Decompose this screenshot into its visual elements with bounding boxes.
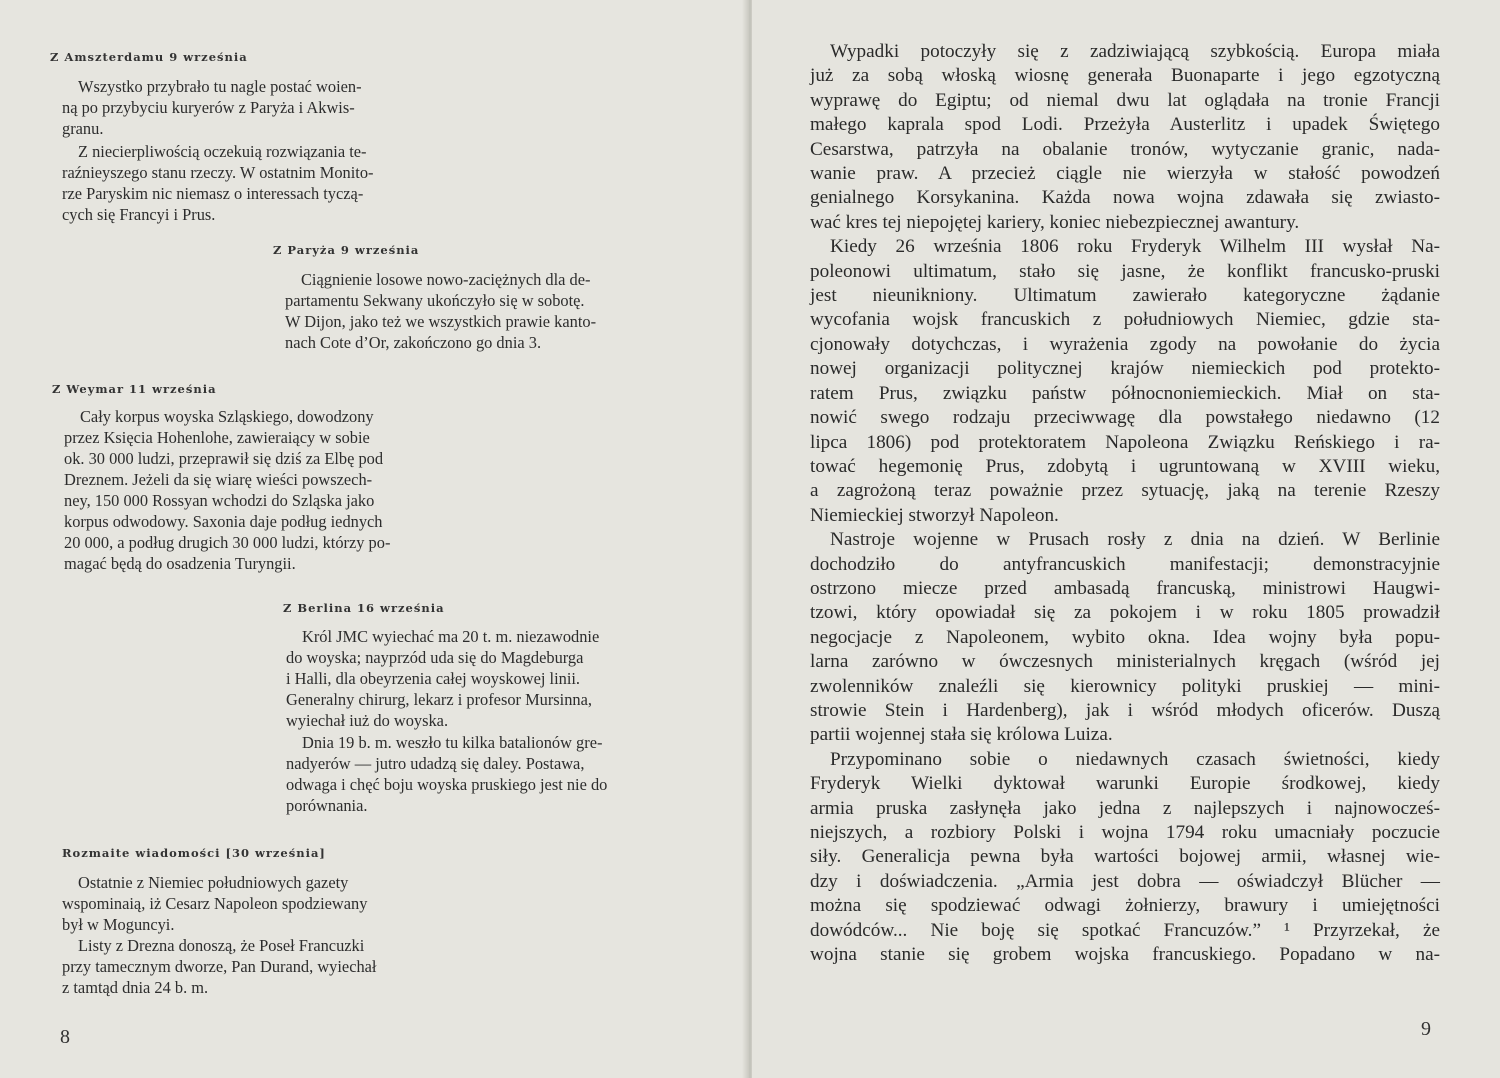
text-line: Generalny chirurg, lekarz i profesor Mursinna, <box>286 690 593 709</box>
paragraph <box>62 141 452 225</box>
text-line: raźnieyszego stanu rzeczy. W ostatnim Monito- <box>62 163 374 182</box>
text-line: armia pruska zasłynęła jako jedna z najlepszych i najnowocześ- <box>810 797 1440 819</box>
text-line: ney, 150 000 Rossyan wchodzi do Szląska jako <box>64 491 375 510</box>
text-line: wojna stanie się grobem wojska francuskiego. Popadano w na- <box>810 944 1440 966</box>
text-line: wanie praw. A przecież ciągle nie wierzyła w stałość powodzeń <box>810 163 1440 185</box>
text-line: nach Cote d’Or, zakończono go dnia 3. <box>285 333 542 352</box>
text-line: Wypadki potoczyły się z zadziwiającą szybkością. Europa miała <box>830 41 1440 62</box>
text-line: dochodziło do antyfrancuskich manifestacji; demonstracyjnie <box>810 553 1440 575</box>
text-line: ok. 30 000 ludzi, przeprawił się dziś za Elbę pod <box>64 449 384 468</box>
text-line: tzowi, który opowiadał się za pokojem i w roku 1805 prowadził <box>810 602 1440 624</box>
text-line: już za sobą włoską wiosnę generała Buonaparte i jego egzotyczną <box>810 65 1440 87</box>
text-line: korpus odwodowy. Saxonia daje podług iednych <box>64 512 383 531</box>
text-line: dzy i doświadczenia. „Armia jest dobra — oświadczył Blücher — <box>810 870 1440 892</box>
text-line: dowódców... Nie boję się spotkać Francuzów.” ¹ Przyrzekał, że <box>810 919 1440 941</box>
paragraph <box>64 406 459 574</box>
right-page <box>752 0 1500 1078</box>
paragraph <box>285 269 680 353</box>
section-heading-amszterdam: Z Amszterdamu 9 września <box>50 50 248 64</box>
paragraph <box>62 76 452 139</box>
text-line: partamentu Sekwany ukończyło się w sobotę. <box>285 291 585 310</box>
text-line: nadyerów — jutro udadzą się daley. Postawa, <box>286 754 585 773</box>
text-line: niejszych, a rozbiory Polski i wojna 1794 roku umacniały poczucie <box>810 822 1440 843</box>
text-line: granu. <box>62 119 104 138</box>
text-line: wać kres tej niepojętej kariery, koniec niebezpiecznej awantury. <box>810 211 1300 233</box>
text-line: przez Księcia Hohenlohe, zawieraiący w sobie <box>64 428 370 447</box>
text-line: był w Moguncyi. <box>62 915 175 934</box>
text-line: a zagrożoną teraz poważnie przez sytuację, jaką na terenie Rzeszy <box>810 480 1440 502</box>
text-line: Nastroje wojenne w Prusach rosły z dnia na dzień. W Berlinie <box>830 529 1440 551</box>
section-heading-rozmaite: Rozmaite wiadomości [30 września] <box>62 846 326 860</box>
text-line: można się spodziewać odwagi żołnierzy, brawury i umiejętności <box>810 895 1440 917</box>
text-line: małego kaprala spod Lodi. Przeżyła Austerlitz i upadek Świętego <box>810 114 1440 136</box>
text-line: strowie Stein i Hardenberg), jak i wśród młodych oficerów. Duszą <box>810 699 1440 721</box>
paragraph <box>62 872 457 935</box>
text-line: Wszystko przybrało tu nagle postać woien- <box>78 77 362 96</box>
text-line: lipca 1806) pod protektoratem Napoleona Związku Reńskiego i ra- <box>810 431 1440 453</box>
text-line: wycofania wojsk francuskich z południowych Niemiec, gdzie sta- <box>810 309 1440 331</box>
text-line: Cesarstwa, patrzyła na obalanie tronów, wytyczanie granic, nada- <box>810 138 1440 160</box>
section-heading-berlin: Z Berlina 16 września <box>283 601 445 615</box>
text-line: cjonowały dotychczas, i wyrażenia zgody na powołanie do życia <box>810 333 1440 355</box>
text-line: nowić swego rodzaju przeciwwagę dla powstałego niedawno (12 <box>810 407 1440 429</box>
text-line: Dreznem. Jeżeli da się wiarę wieści powszech- <box>64 470 373 489</box>
paragraph <box>286 626 681 731</box>
text-line: Niemieckiej stworzył Napoleon. <box>810 504 1059 526</box>
text-line: Król JMC wyiechać ma 20 t. m. niezawodnie <box>302 627 600 646</box>
text-line: ną po przybyciu kuryerów z Paryża i Akwis- <box>62 98 355 117</box>
paragraph <box>286 732 681 816</box>
text-line: ratem Prus, związku państw północnoniemieckich. Miał on sta- <box>810 382 1440 404</box>
text-line: genialnego Korsykanina. Każda nowa wojna zdawała się zwiasto- <box>810 187 1440 209</box>
text-line: negocjacje z Napoleonem, wybito okna. Idea wojny była popu- <box>810 626 1440 648</box>
body-text <box>810 40 1440 967</box>
text-line: Kiedy 26 września 1806 roku Fryderyk Wilhelm III wysłał Na- <box>830 236 1440 258</box>
text-line: larna zarówno w ówczesnych ministerialnych kręgach (wśród jej <box>810 651 1440 673</box>
text-line: jest nieunikniony. Ultimatum zawierało kategoryczne żądanie <box>810 285 1440 307</box>
text-line: do woyska; nayprzód uda się do Magdeburga <box>286 648 584 667</box>
text-line: magać będą do osadzenia Turyngii. <box>64 554 296 573</box>
text-line: przy tamecznym dworze, Pan Durand, wyiechał <box>62 957 377 976</box>
text-line: Listy z Drezna donoszą, że Poseł Francuzki <box>78 936 365 955</box>
text-line: wspominaią, iż Cesarz Napoleon spodziewany <box>62 894 368 913</box>
text-line: zwolenników znaleźli się kierownicy polityki pruskiej — mini- <box>810 675 1440 697</box>
page-number-right: 9 <box>1421 1018 1431 1040</box>
text-line: Z niecierpliwością oczekuią rozwiązania te- <box>78 142 367 161</box>
text-line: tować hegemonię Prus, zdobytą i ugruntowaną w XVIII wieku, <box>810 455 1440 477</box>
text-line: Cały korpus woyska Szląskiego, dowodzony <box>80 407 374 426</box>
text-line: partii wojennej stała się królowa Luiza. <box>810 724 1113 746</box>
text-line: Ostatnie z Niemiec południowych gazety <box>78 873 349 892</box>
section-heading-paryz: Z Paryża 9 września <box>273 243 420 257</box>
paragraph <box>62 935 457 998</box>
text-line: ostrzono miecze przed ambasadą francuską, ministrowi Haugwi- <box>810 577 1440 599</box>
text-line: Dnia 19 b. m. weszło tu kilka batalionów gre- <box>302 733 603 752</box>
page-number-left: 8 <box>60 1026 70 1048</box>
text-line: odwaga i chęć boju woyska pruskiego jest nie do <box>286 775 608 794</box>
text-line: wyprawę do Egiptu; od niemal dwu lat oglądała na tronie Francji <box>810 89 1440 111</box>
text-line: wyiechał iuż do woyska. <box>286 711 449 730</box>
text-line: Ciągnienie losowe nowo-zaciężnych dla de- <box>301 270 591 289</box>
text-line: poleonowi ultimatum, stało się jasne, że konflikt francusko-pruski <box>810 260 1440 282</box>
text-line: i Halli, dla obeyrzenia całej woyskowej linii. <box>286 669 581 688</box>
text-line: rze Paryskim nic niemasz o interessach tyczą- <box>62 184 364 203</box>
text-line: 20 000, a podług drugich 30 000 ludzi, którzy po- <box>64 533 391 552</box>
text-line: porównania. <box>286 796 368 815</box>
text-line: z tamtąd dnia 24 b. m. <box>62 978 209 997</box>
text-line: Fryderyk Wielki dyktował warunki Europie środkowej, kiedy <box>810 773 1440 795</box>
text-line: W Dijon, jako też we wszystkich prawie kanto- <box>285 312 597 331</box>
text-line: cych się Francyi i Prus. <box>62 205 216 224</box>
text-line: Przypominano sobie o niedawnych czasach świetności, kiedy <box>830 748 1440 770</box>
text-line: siły. Generalicja pewna była wartości bojowej armii, własnej wie- <box>810 846 1440 868</box>
left-page <box>0 0 748 1078</box>
text-line: nowej organizacji politycznej krajów niemieckich pod protekto- <box>810 358 1440 380</box>
section-heading-weymar: Z Weymar 11 września <box>52 382 217 396</box>
